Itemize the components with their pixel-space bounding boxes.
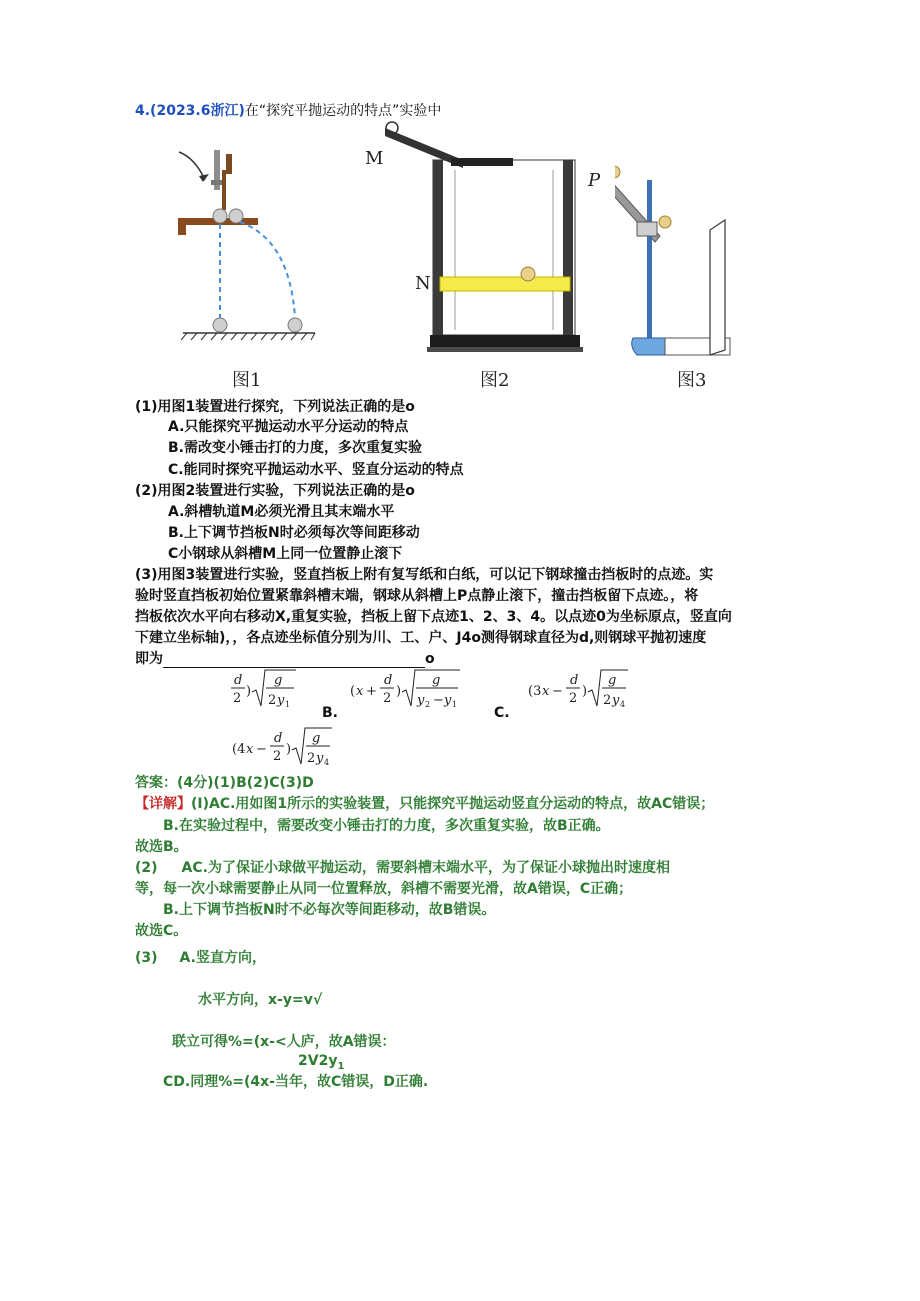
detail-line-7: 故选C。: [135, 923, 188, 939]
q3-line-1: (3)用图3装置进行实验，竖直挡板上附有复写纸和白纸，可以记下钢球撞击挡板时的点迹。实: [135, 567, 714, 583]
q2-option-b: B.上下调节挡板N时必须每次等间距移动: [168, 525, 420, 541]
svg-text:2: 2: [307, 751, 316, 766]
detail-text-8: A.竖直方向，: [179, 950, 266, 966]
svg-text:1: 1: [452, 700, 458, 709]
svg-text:−: −: [256, 742, 267, 757]
svg-text:d: d: [570, 673, 579, 688]
q1-option-b: B.需改变小锤击打的力度，多次重复实验: [168, 440, 422, 456]
svg-text:): ): [246, 684, 252, 699]
figure-3-caption: 图3: [677, 370, 707, 391]
detail-line-12: CD.同理%=(4x-当年，故C错误，D正确.: [163, 1074, 429, 1090]
svg-text:2: 2: [268, 693, 277, 708]
question-title: 在“探究平抛运动的特点”实验中: [244, 103, 442, 119]
svg-text:−: −: [552, 684, 563, 699]
svg-text:d: d: [274, 731, 283, 746]
svg-text:−: −: [433, 693, 444, 708]
formula-option-d: [232, 722, 334, 772]
detail-line-6: B.上下调节挡板N时不必每次等间距移动，故B错误。: [163, 902, 496, 918]
detail-line-10: 联立可得%=(x-<人庐，故A错误：: [172, 1034, 396, 1050]
q3-line-4: 下建立坐标轴)，，各点迹坐标值分别为川、工、户、J4o测得钢球直径为d,则钢球平抛初速度: [135, 630, 707, 646]
detail-num-3: (3): [135, 950, 158, 966]
detail-text-11: 2V2y: [298, 1053, 338, 1069]
svg-text:y: y: [277, 693, 285, 708]
svg-text:): ): [286, 742, 292, 757]
figure-2-caption: 图2: [480, 370, 510, 391]
svg-text:2: 2: [233, 691, 242, 706]
formula-option-c: [528, 664, 630, 714]
question-source: 4.(2023.6浙江): [135, 103, 245, 119]
svg-text:y: y: [444, 693, 452, 708]
detail-line-5: 等，每一次小球需要静止从同一位置释放，斜槽不需要光滑，故A错误，C正确；: [135, 881, 633, 897]
svg-text:d: d: [234, 673, 243, 688]
svg-text:y: y: [417, 693, 425, 708]
q3-line-2: 验时竖直挡板初始位置紧靠斜槽末端，钢球从斜槽上P点静止滚下，撞击挡板留下点迹。，将: [135, 588, 699, 604]
label-n: N: [415, 273, 431, 294]
question-header: [135, 102, 441, 120]
detail-line-4: [135, 859, 670, 877]
label-m: M: [365, 148, 384, 169]
q1-option-c: C.能同时探究平抛运动水平、竖直分运动的特点: [168, 462, 464, 478]
detail-line-9: 水平方向，x-y=v√: [198, 992, 323, 1008]
svg-text:y: y: [612, 693, 620, 708]
q3-line-5-prefix: 即为: [135, 651, 163, 667]
svg-text:4: 4: [620, 700, 626, 709]
formula-option-a: [228, 664, 298, 714]
q1-option-a: A.只能探究平抛运动水平分运动的特点: [168, 419, 409, 435]
detail-num-2: (2): [135, 860, 158, 876]
figure-1-caption: 图1: [232, 370, 262, 391]
figure-2-apparatus: [385, 120, 590, 365]
figure-1-apparatus: [165, 140, 325, 355]
svg-text:x: x: [246, 742, 254, 757]
svg-text:2: 2: [569, 691, 578, 706]
detail-line-1: [135, 795, 714, 813]
svg-text:2: 2: [603, 693, 612, 708]
detail-text-11-sub: 1: [337, 1060, 345, 1072]
svg-text:(3: (3: [528, 684, 542, 699]
formula-option-c-label: C.: [494, 705, 510, 721]
svg-text:(: (: [350, 684, 356, 699]
detail-text-1: (I)AC.用如图1所示的实验装置，只能探究平抛运动竖直分运动的特点，故AC错误；: [191, 796, 715, 812]
svg-text:4: 4: [324, 758, 330, 767]
q3-line-3: 挡板依次水平向右移动X,重复实验，挡板上留下点迹1、2、3、4。以点迹0为坐标原点，竖直向: [135, 609, 732, 625]
svg-text:2: 2: [383, 691, 392, 706]
detail-line-8: [135, 949, 266, 967]
svg-text:x: x: [542, 684, 550, 699]
svg-text:d: d: [384, 673, 393, 688]
q2-option-c: C小钢球从斜槽M上同一位置静止滚下: [168, 546, 403, 562]
q2-option-a: A.斜槽轨道M必须光滑且其末端水平: [168, 504, 395, 520]
svg-text:2: 2: [425, 700, 431, 709]
svg-text:g: g: [608, 673, 617, 688]
svg-text:g: g: [432, 673, 441, 688]
detail-bracket: 【详解】: [135, 796, 191, 812]
svg-text:1: 1: [285, 700, 291, 709]
svg-text:g: g: [312, 731, 321, 746]
formula-option-b-label: B.: [322, 705, 338, 721]
svg-text:+: +: [366, 684, 377, 699]
detail-text-4: AC.为了保证小球做平抛运动，需要斜槽末端水平，为了保证小球抛出时速度相: [181, 860, 670, 876]
figure-3-apparatus: [615, 150, 765, 365]
svg-text:(4: (4: [232, 742, 246, 757]
svg-text:): ): [582, 684, 588, 699]
svg-text:g: g: [274, 673, 283, 688]
detail-line-2: B.在实验过程中，需要改变小锤击打的力度，多次重复实验，故B正确。: [163, 818, 610, 834]
q3-line-5-suffix: o: [425, 651, 435, 667]
label-p: P: [588, 170, 601, 191]
answer-line: 答案：(4分)(1)B(2)C(3)D: [135, 775, 314, 791]
detail-line-3: 故选B。: [135, 839, 188, 855]
q1-stem: (1)用图1装置进行探究，下列说法正确的是o: [135, 399, 415, 415]
svg-text:y: y: [316, 751, 324, 766]
svg-text:x: x: [356, 684, 364, 699]
q2-stem: (2)用图2装置进行实验，下列说法正确的是o: [135, 483, 415, 499]
svg-text:): ): [396, 684, 402, 699]
svg-text:2: 2: [273, 749, 282, 764]
formula-option-b: [350, 664, 462, 714]
